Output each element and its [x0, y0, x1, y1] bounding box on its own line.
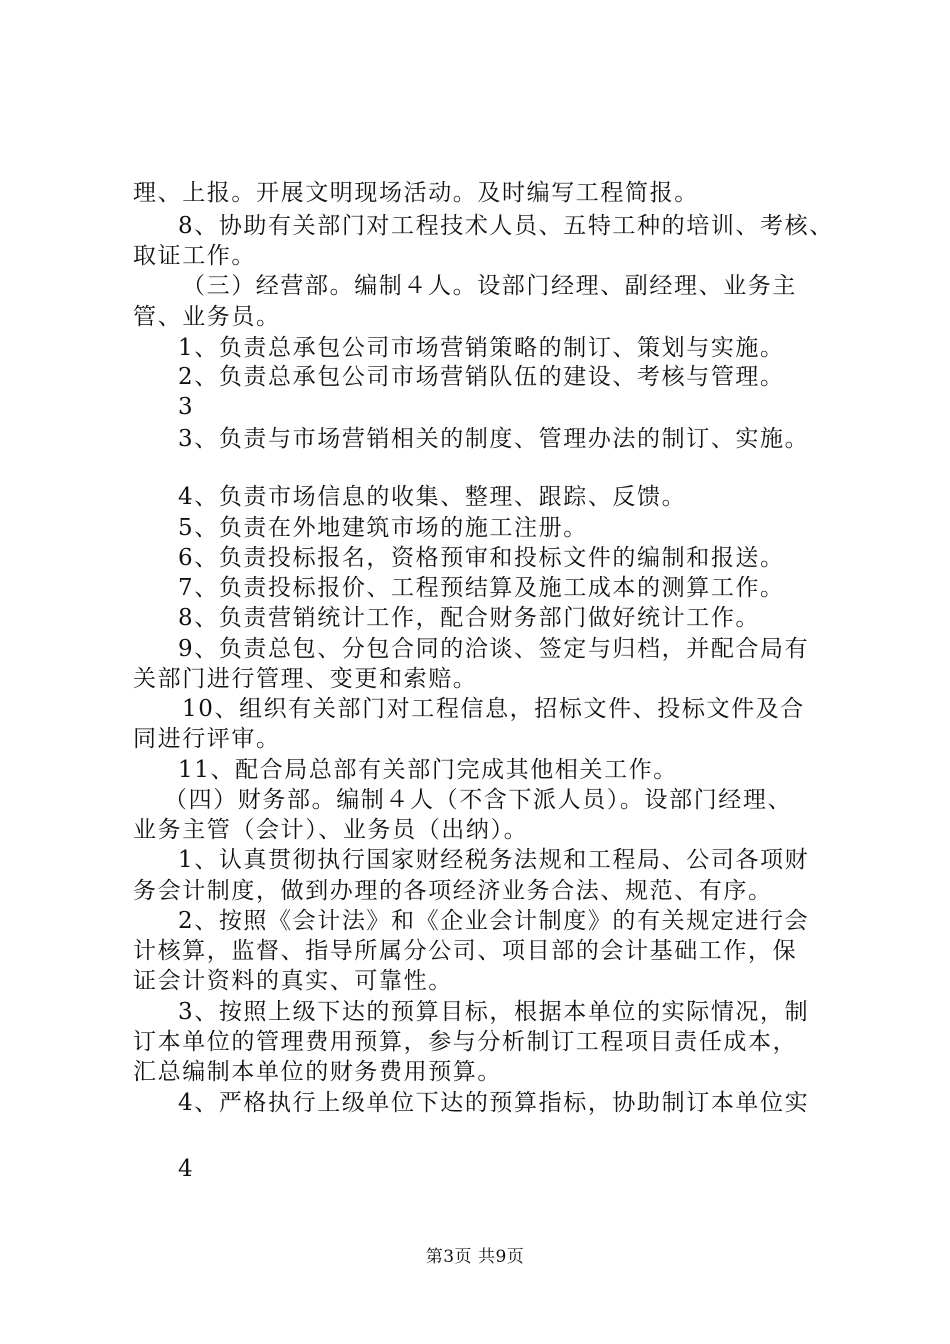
text-line: 5、负责在外地建筑市场的施工注册。 — [178, 515, 588, 541]
text-line: 3、按照上级下达的预算目标，根据本单位的实际情况，制 — [178, 999, 810, 1025]
section-heading: （三）经营部。编制４人。设部门经理、副经理、业务主 — [182, 273, 797, 299]
text-line: 2、按照《会计法》和《企业会计制度》的有关规定进行会 — [178, 908, 810, 934]
page-footer: 第3页 共9页 — [425, 1247, 525, 1267]
text-line: 同进行评审。 — [133, 726, 281, 752]
text-line: 证会计资料的真实、可靠性。 — [133, 968, 453, 994]
text-line: 订本单位的管理费用预算，参与分析制订工程项目责任成本， — [133, 1029, 798, 1055]
text-line: 计核算，监督、指导所属分公司、项目部的会计基础工作，保 — [133, 938, 798, 964]
text-line: 9、负责总包、分包合同的洽谈、签定与归档，并配合局有 — [178, 636, 810, 662]
section-heading: （四）财务部。编制４人（不含下派人员）。设部门经理、 — [164, 787, 793, 813]
page-number-marker: 4 — [178, 1156, 195, 1182]
text-line: 4、严格执行上级单位下达的预算指标，协助制订本单位实 — [178, 1090, 810, 1116]
text-line: 8、协助有关部门对工程技术人员、五特工种的培训、考核、 — [178, 213, 834, 239]
text-line: 7、负责投标报价、工程预结算及施工成本的测算工作。 — [178, 575, 785, 601]
text-line: 11、配合局总部有关部门完成其他相关工作。 — [178, 757, 678, 783]
text-line: 管、业务员。 — [133, 304, 281, 330]
text-line: 10、组织有关部门对工程信息，招标文件、投标文件及合 — [182, 696, 805, 722]
text-line: 2、负责总承包公司市场营销队伍的建设、考核与管理。 — [178, 364, 785, 390]
text-line: 关部门进行管理、变更和索赔。 — [133, 666, 478, 692]
text-line: 业务主管（会计）、业务员（出纳）。 — [133, 817, 529, 843]
text-line: 务会计制度，做到办理的各项经济业务合法、规范、有序。 — [133, 878, 773, 904]
page-number-marker: 3 — [178, 394, 195, 420]
text-line: 汇总编制本单位的财务费用预算。 — [133, 1059, 502, 1085]
text-line: 3、负责与市场营销相关的制度、管理办法的制订、实施。 — [178, 426, 810, 452]
text-line: 1、认真贯彻执行国家财经税务法规和工程局、公司各项财 — [178, 847, 810, 873]
text-line: 4、负责市场信息的收集、整理、跟踪、反馈。 — [178, 484, 687, 510]
text-line: 取证工作。 — [133, 243, 256, 269]
text-line: 1、负责总承包公司市场营销策略的制订、策划与实施。 — [178, 335, 785, 361]
text-line: 8、负责营销统计工作，配合财务部门做好统计工作。 — [178, 605, 761, 631]
text-line: 理、上报。开展文明现场活动。及时编写工程简报。 — [133, 180, 699, 206]
text-line: 6、负责投标报名，资格预审和投标文件的编制和报送。 — [178, 545, 785, 571]
